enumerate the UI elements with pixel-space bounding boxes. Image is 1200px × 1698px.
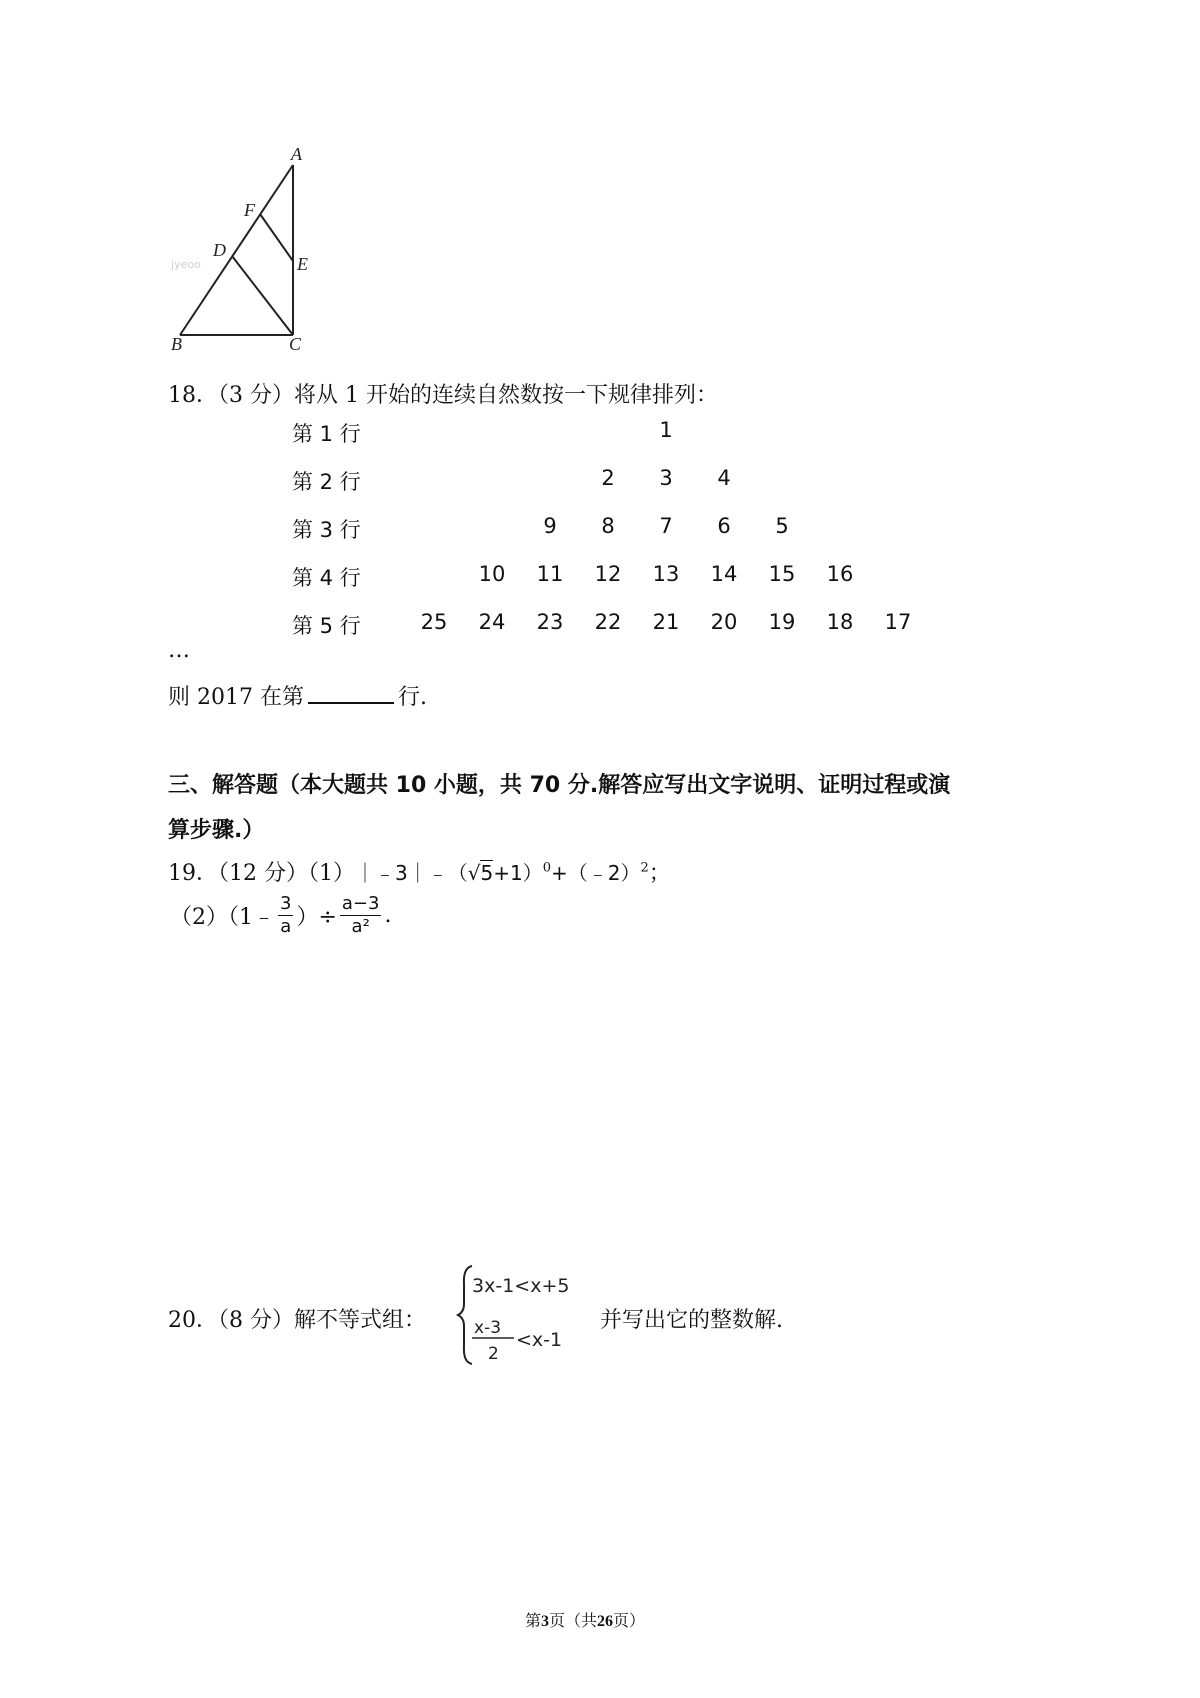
- exponent-zero: 0: [542, 860, 551, 876]
- footer-post: 页）: [613, 1613, 646, 1630]
- inequality-1: 3x-1<x+5: [472, 1275, 570, 1297]
- pattern-number: 12: [594, 562, 622, 586]
- q18-ellipsis: …: [168, 638, 190, 663]
- inequality-system: [458, 1260, 598, 1370]
- q19-part2-label: （2）（1﹣: [170, 905, 275, 930]
- pattern-number: 3: [659, 466, 673, 490]
- pattern-number: 7: [659, 514, 673, 538]
- pattern-number: 6: [717, 514, 731, 538]
- pattern-number: 9: [543, 514, 557, 538]
- pattern-number: 2: [601, 466, 615, 490]
- label-a: A: [291, 144, 302, 164]
- pattern-number: 18: [826, 610, 854, 634]
- sqrt-arg: 5: [480, 861, 494, 885]
- row-label: 第 5 行: [292, 614, 361, 638]
- frac2-denominator: a²: [351, 916, 370, 937]
- section-heading-line1: 三、解答题（本大题共 10 小题，共 70 分.解答应写出文字说明、证明过程或演: [168, 773, 951, 798]
- label-f: F: [244, 200, 255, 220]
- inequality-2-denominator: 2: [488, 1344, 499, 1364]
- section-heading-line2: 算步骤.）: [168, 818, 265, 843]
- label-e: E: [297, 254, 308, 274]
- pattern-number: 16: [826, 562, 854, 586]
- frac2-numerator: a−3: [341, 893, 380, 914]
- pattern-number: 8: [601, 514, 615, 538]
- q18-stem: 18．（3 分）将从 1 开始的连续自然数按一下规律排列：: [168, 383, 718, 408]
- segment-dc: [232, 256, 293, 335]
- pattern-number: 4: [717, 466, 731, 490]
- q19-expr-c: +（﹣2）: [550, 861, 641, 885]
- pattern-number: 24: [478, 610, 506, 634]
- exponent-two: 2: [640, 860, 649, 876]
- pattern-number: 10: [478, 562, 506, 586]
- row-label: 第 2 行: [292, 470, 361, 494]
- frac1-denominator: a: [280, 916, 292, 937]
- footer-pre: 第: [525, 1613, 542, 1630]
- label-d: D: [213, 240, 226, 260]
- left-brace-icon: [458, 1266, 472, 1364]
- pattern-number: 19: [768, 610, 796, 634]
- pattern-number: 14: [710, 562, 738, 586]
- answer-blank: [308, 680, 394, 704]
- q19-part2-end: .: [384, 903, 392, 928]
- fraction-a3-over-a2: [340, 893, 382, 938]
- footer-total-pages: 26: [597, 1613, 614, 1630]
- q19-expr-a: ｜﹣3｜﹣（: [354, 861, 468, 885]
- q20-prefix: 20．（8 分）解不等式组：: [168, 1308, 426, 1333]
- q19-expr-b: +1）: [493, 861, 543, 885]
- q19-line2: [170, 893, 391, 938]
- segment-fe: [260, 214, 293, 261]
- row-label: 第 4 行: [292, 566, 361, 590]
- answer-prefix: 则 2017 在第: [168, 685, 304, 710]
- triangle-figure: [171, 144, 355, 385]
- watermark: jyeoo: [171, 258, 201, 271]
- pattern-number: 25: [420, 610, 448, 634]
- footer-page-number: 3: [541, 1613, 550, 1630]
- fraction-3-over-a: [278, 893, 293, 938]
- pattern-number: 1: [659, 418, 673, 442]
- label-c: C: [289, 334, 302, 354]
- pattern-number: 15: [768, 562, 796, 586]
- answer-suffix: 行.: [397, 685, 427, 710]
- frac1-numerator: 3: [280, 893, 292, 914]
- segment-ab: [180, 165, 293, 335]
- inequality-2-rest: <x-1: [516, 1329, 563, 1351]
- q18-answer-line: [168, 680, 427, 711]
- page-footer: [525, 1608, 645, 1631]
- q20-suffix: 并写出它的整数解.: [600, 1308, 783, 1333]
- row-label: 第 3 行: [292, 518, 361, 542]
- q19-prefix: 19．（12 分）（1）: [168, 861, 355, 886]
- inequality-2-numerator: x-3: [474, 1318, 502, 1338]
- pattern-number: 23: [536, 610, 564, 634]
- footer-mid: 页（共: [549, 1613, 598, 1630]
- q19-line1: [168, 856, 671, 887]
- pattern-number: 5: [775, 514, 789, 538]
- pattern-number: 22: [594, 610, 622, 634]
- q19-end: ；: [648, 861, 671, 886]
- label-b: B: [171, 334, 182, 354]
- row-label: 第 1 行: [292, 422, 361, 446]
- pattern-number: 20: [710, 610, 738, 634]
- pattern-number: 13: [652, 562, 680, 586]
- pattern-number: 17: [884, 610, 912, 634]
- sqrt-icon: √: [467, 861, 481, 885]
- pattern-number: 21: [652, 610, 680, 634]
- pattern-number: 11: [536, 562, 564, 586]
- q19-part2-mid: ）÷: [296, 905, 337, 930]
